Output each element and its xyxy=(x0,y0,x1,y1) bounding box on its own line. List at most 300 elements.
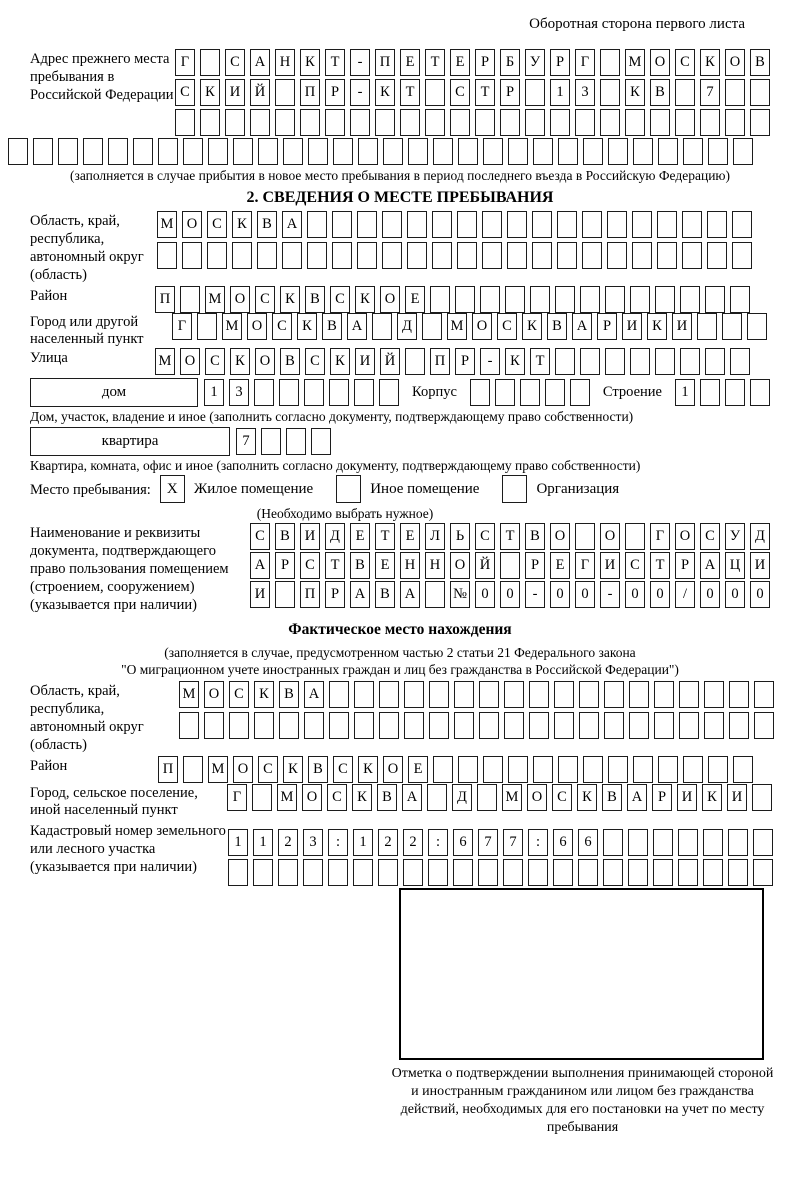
char-box[interactable]: Й xyxy=(380,348,400,375)
char-box[interactable] xyxy=(533,756,553,783)
stay-option-other-checkbox[interactable] xyxy=(336,475,361,503)
char-box[interactable]: П xyxy=(300,581,320,608)
char-box[interactable] xyxy=(382,242,402,269)
char-box[interactable] xyxy=(158,138,178,165)
char-box[interactable]: С xyxy=(497,313,517,340)
char-box[interactable] xyxy=(732,211,752,238)
char-box[interactable] xyxy=(478,859,498,886)
char-box[interactable]: В xyxy=(275,523,295,550)
char-box[interactable] xyxy=(629,712,649,739)
char-box[interactable] xyxy=(625,109,645,136)
char-box[interactable] xyxy=(275,581,295,608)
char-box[interactable] xyxy=(525,79,545,106)
char-box[interactable] xyxy=(425,581,445,608)
char-box[interactable]: 7 xyxy=(503,829,523,856)
char-box[interactable] xyxy=(705,348,725,375)
char-box[interactable]: К xyxy=(280,286,300,313)
char-box[interactable]: П xyxy=(155,286,175,313)
char-box[interactable]: В xyxy=(257,211,277,238)
char-box[interactable] xyxy=(455,286,475,313)
char-box[interactable] xyxy=(657,211,677,238)
char-box[interactable] xyxy=(475,109,495,136)
char-box[interactable] xyxy=(655,348,675,375)
char-box[interactable] xyxy=(372,313,392,340)
char-box[interactable] xyxy=(725,79,745,106)
char-box[interactable]: - xyxy=(525,581,545,608)
char-box[interactable]: Р xyxy=(325,79,345,106)
char-box[interactable]: Н xyxy=(400,552,420,579)
char-box[interactable] xyxy=(728,859,748,886)
char-box[interactable]: С xyxy=(475,523,495,550)
char-box[interactable] xyxy=(533,138,553,165)
char-box[interactable]: С xyxy=(327,784,347,811)
char-box[interactable] xyxy=(583,756,603,783)
char-box[interactable] xyxy=(703,859,723,886)
char-box[interactable]: Д xyxy=(452,784,472,811)
char-box[interactable]: Т xyxy=(375,523,395,550)
char-box[interactable] xyxy=(477,784,497,811)
char-box[interactable] xyxy=(480,286,500,313)
char-box[interactable] xyxy=(654,712,674,739)
char-box[interactable] xyxy=(208,138,228,165)
char-box[interactable]: К xyxy=(505,348,525,375)
char-box[interactable] xyxy=(508,756,528,783)
char-box[interactable] xyxy=(633,138,653,165)
char-box[interactable] xyxy=(557,242,577,269)
char-box[interactable] xyxy=(679,681,699,708)
char-box[interactable]: К xyxy=(577,784,597,811)
char-box[interactable]: В xyxy=(547,313,567,340)
char-box[interactable]: Г xyxy=(650,523,670,550)
char-box[interactable]: В xyxy=(308,756,328,783)
char-box[interactable]: 1 xyxy=(550,79,570,106)
char-box[interactable] xyxy=(705,286,725,313)
char-box[interactable]: 7 xyxy=(700,79,720,106)
char-box[interactable] xyxy=(482,242,502,269)
char-box[interactable] xyxy=(157,242,177,269)
char-box[interactable]: И xyxy=(355,348,375,375)
char-box[interactable] xyxy=(354,681,374,708)
char-box[interactable] xyxy=(555,348,575,375)
char-box[interactable] xyxy=(407,211,427,238)
char-box[interactable]: Г xyxy=(575,552,595,579)
char-box[interactable]: И xyxy=(677,784,697,811)
char-box[interactable] xyxy=(528,859,548,886)
char-box[interactable]: 2 xyxy=(403,829,423,856)
char-box[interactable] xyxy=(225,109,245,136)
char-box[interactable] xyxy=(425,109,445,136)
char-box[interactable]: Д xyxy=(750,523,770,550)
char-box[interactable]: Е xyxy=(400,523,420,550)
char-box[interactable]: П xyxy=(430,348,450,375)
char-box[interactable]: Б xyxy=(500,49,520,76)
char-box[interactable]: В xyxy=(602,784,622,811)
char-box[interactable] xyxy=(704,712,724,739)
char-box[interactable]: С xyxy=(552,784,572,811)
char-box[interactable]: О xyxy=(182,211,202,238)
char-box[interactable]: Д xyxy=(397,313,417,340)
char-box[interactable] xyxy=(358,138,378,165)
char-box[interactable]: - xyxy=(600,581,620,608)
char-box[interactable]: Р xyxy=(675,552,695,579)
char-box[interactable] xyxy=(207,242,227,269)
char-box[interactable]: К xyxy=(297,313,317,340)
char-box[interactable] xyxy=(375,109,395,136)
char-box[interactable] xyxy=(545,379,565,406)
char-box[interactable] xyxy=(633,756,653,783)
char-box[interactable] xyxy=(307,211,327,238)
char-box[interactable]: Г xyxy=(172,313,192,340)
char-box[interactable] xyxy=(427,784,447,811)
char-box[interactable] xyxy=(283,138,303,165)
char-box[interactable] xyxy=(507,211,527,238)
char-box[interactable]: О xyxy=(650,49,670,76)
char-box[interactable] xyxy=(407,242,427,269)
char-box[interactable]: К xyxy=(358,756,378,783)
char-box[interactable]: 6 xyxy=(453,829,473,856)
char-box[interactable]: : xyxy=(428,829,448,856)
char-box[interactable] xyxy=(183,138,203,165)
char-box[interactable] xyxy=(257,242,277,269)
char-box[interactable]: 6 xyxy=(578,829,598,856)
char-box[interactable]: Т xyxy=(530,348,550,375)
char-box[interactable] xyxy=(607,211,627,238)
char-box[interactable]: О xyxy=(204,681,224,708)
char-box[interactable]: В xyxy=(350,552,370,579)
char-box[interactable]: О xyxy=(383,756,403,783)
char-box[interactable] xyxy=(754,681,774,708)
char-box[interactable] xyxy=(675,79,695,106)
char-box[interactable] xyxy=(430,286,450,313)
char-box[interactable] xyxy=(505,286,525,313)
char-box[interactable] xyxy=(750,79,770,106)
char-box[interactable]: М xyxy=(155,348,175,375)
char-box[interactable] xyxy=(600,109,620,136)
char-box[interactable]: О xyxy=(180,348,200,375)
char-box[interactable] xyxy=(750,379,770,406)
char-box[interactable]: О xyxy=(725,49,745,76)
char-box[interactable] xyxy=(525,109,545,136)
char-box[interactable]: Р xyxy=(475,49,495,76)
char-box[interactable]: И xyxy=(622,313,642,340)
char-box[interactable]: Й xyxy=(475,552,495,579)
char-box[interactable] xyxy=(579,681,599,708)
char-box[interactable] xyxy=(554,681,574,708)
char-box[interactable]: П xyxy=(158,756,178,783)
char-box[interactable]: И xyxy=(672,313,692,340)
char-box[interactable] xyxy=(529,712,549,739)
char-box[interactable]: К xyxy=(300,49,320,76)
char-box[interactable]: М xyxy=(502,784,522,811)
char-box[interactable] xyxy=(575,109,595,136)
char-box[interactable] xyxy=(404,681,424,708)
char-box[interactable] xyxy=(752,784,772,811)
char-box[interactable] xyxy=(729,712,749,739)
stay-option-organization-checkbox[interactable] xyxy=(502,475,527,503)
char-box[interactable] xyxy=(555,286,575,313)
char-box[interactable] xyxy=(675,109,695,136)
char-box[interactable]: М xyxy=(277,784,297,811)
char-box[interactable] xyxy=(433,138,453,165)
char-box[interactable]: : xyxy=(528,829,548,856)
char-box[interactable] xyxy=(379,712,399,739)
char-box[interactable] xyxy=(628,829,648,856)
char-box[interactable] xyxy=(630,348,650,375)
char-box[interactable] xyxy=(457,242,477,269)
char-box[interactable] xyxy=(33,138,53,165)
char-box[interactable] xyxy=(708,756,728,783)
char-box[interactable] xyxy=(678,829,698,856)
char-box[interactable]: У xyxy=(725,523,745,550)
char-box[interactable]: Р xyxy=(275,552,295,579)
char-box[interactable] xyxy=(304,712,324,739)
char-box[interactable]: М xyxy=(447,313,467,340)
char-box[interactable] xyxy=(529,681,549,708)
char-box[interactable] xyxy=(332,211,352,238)
char-box[interactable] xyxy=(408,138,428,165)
char-box[interactable]: Р xyxy=(550,49,570,76)
char-box[interactable]: Т xyxy=(475,79,495,106)
char-box[interactable] xyxy=(628,859,648,886)
char-box[interactable] xyxy=(228,859,248,886)
char-box[interactable]: - xyxy=(480,348,500,375)
char-box[interactable] xyxy=(500,109,520,136)
char-box[interactable]: О xyxy=(302,784,322,811)
char-box[interactable]: С xyxy=(330,286,350,313)
char-box[interactable]: А xyxy=(572,313,592,340)
char-box[interactable]: Г xyxy=(175,49,195,76)
char-box[interactable] xyxy=(253,859,273,886)
char-box[interactable] xyxy=(504,712,524,739)
char-box[interactable]: В xyxy=(750,49,770,76)
char-box[interactable] xyxy=(632,211,652,238)
char-box[interactable] xyxy=(600,49,620,76)
char-box[interactable] xyxy=(429,681,449,708)
char-box[interactable]: К xyxy=(330,348,350,375)
char-box[interactable]: С xyxy=(175,79,195,106)
char-box[interactable]: Д xyxy=(325,523,345,550)
char-box[interactable] xyxy=(730,348,750,375)
char-box[interactable] xyxy=(453,859,473,886)
char-box[interactable]: Г xyxy=(575,49,595,76)
char-box[interactable]: И xyxy=(250,581,270,608)
char-box[interactable]: С xyxy=(305,348,325,375)
char-box[interactable] xyxy=(200,49,220,76)
char-box[interactable]: Н xyxy=(275,49,295,76)
char-box[interactable]: С xyxy=(700,523,720,550)
char-box[interactable]: 0 xyxy=(700,581,720,608)
char-box[interactable]: А xyxy=(250,49,270,76)
char-box[interactable]: И xyxy=(600,552,620,579)
char-box[interactable] xyxy=(308,138,328,165)
char-box[interactable] xyxy=(258,138,278,165)
char-box[interactable] xyxy=(175,109,195,136)
char-box[interactable] xyxy=(275,79,295,106)
char-box[interactable]: С xyxy=(207,211,227,238)
char-box[interactable]: Е xyxy=(550,552,570,579)
char-box[interactable] xyxy=(432,211,452,238)
char-box[interactable] xyxy=(625,523,645,550)
char-box[interactable] xyxy=(332,242,352,269)
char-box[interactable]: 2 xyxy=(278,829,298,856)
char-box[interactable] xyxy=(579,712,599,739)
char-box[interactable] xyxy=(575,523,595,550)
char-box[interactable] xyxy=(303,859,323,886)
char-box[interactable]: К xyxy=(232,211,252,238)
char-box[interactable] xyxy=(311,428,331,455)
char-box[interactable] xyxy=(630,286,650,313)
char-box[interactable] xyxy=(307,242,327,269)
char-box[interactable] xyxy=(654,681,674,708)
char-box[interactable]: К xyxy=(647,313,667,340)
char-box[interactable]: О xyxy=(675,523,695,550)
char-box[interactable]: К xyxy=(200,79,220,106)
char-box[interactable]: О xyxy=(233,756,253,783)
char-box[interactable]: Р xyxy=(500,79,520,106)
char-box[interactable] xyxy=(603,859,623,886)
char-box[interactable] xyxy=(405,348,425,375)
char-box[interactable] xyxy=(300,109,320,136)
char-box[interactable] xyxy=(379,379,399,406)
char-box[interactable]: С xyxy=(229,681,249,708)
char-box[interactable]: У xyxy=(525,49,545,76)
char-box[interactable] xyxy=(354,379,374,406)
char-box[interactable]: К xyxy=(230,348,250,375)
char-box[interactable]: И xyxy=(750,552,770,579)
char-box[interactable]: Р xyxy=(525,552,545,579)
char-box[interactable] xyxy=(454,712,474,739)
char-box[interactable] xyxy=(182,242,202,269)
char-box[interactable] xyxy=(483,756,503,783)
char-box[interactable] xyxy=(658,138,678,165)
char-box[interactable]: № xyxy=(450,581,470,608)
char-box[interactable] xyxy=(655,286,675,313)
char-box[interactable] xyxy=(650,109,670,136)
char-box[interactable] xyxy=(454,681,474,708)
char-box[interactable]: С xyxy=(250,523,270,550)
char-box[interactable] xyxy=(558,138,578,165)
char-box[interactable]: Ц xyxy=(725,552,745,579)
char-box[interactable]: 0 xyxy=(575,581,595,608)
char-box[interactable] xyxy=(653,829,673,856)
char-box[interactable] xyxy=(383,138,403,165)
char-box[interactable] xyxy=(400,109,420,136)
char-box[interactable] xyxy=(450,109,470,136)
char-box[interactable]: С xyxy=(333,756,353,783)
char-box[interactable]: Т xyxy=(650,552,670,579)
char-box[interactable] xyxy=(304,379,324,406)
char-box[interactable] xyxy=(458,138,478,165)
char-box[interactable] xyxy=(250,109,270,136)
char-box[interactable] xyxy=(605,348,625,375)
char-box[interactable] xyxy=(279,379,299,406)
char-box[interactable]: Е xyxy=(400,49,420,76)
char-box[interactable] xyxy=(500,552,520,579)
char-box[interactable] xyxy=(683,138,703,165)
char-box[interactable] xyxy=(632,242,652,269)
char-box[interactable] xyxy=(382,211,402,238)
char-box[interactable] xyxy=(733,756,753,783)
char-box[interactable] xyxy=(530,286,550,313)
char-box[interactable] xyxy=(753,829,773,856)
char-box[interactable]: 0 xyxy=(475,581,495,608)
char-box[interactable] xyxy=(747,313,767,340)
char-box[interactable]: 6 xyxy=(553,829,573,856)
char-box[interactable]: 1 xyxy=(353,829,373,856)
char-box[interactable] xyxy=(108,138,128,165)
char-box[interactable] xyxy=(604,681,624,708)
char-box[interactable] xyxy=(729,681,749,708)
char-box[interactable]: В xyxy=(377,784,397,811)
char-box[interactable] xyxy=(282,242,302,269)
char-box[interactable] xyxy=(261,428,281,455)
char-box[interactable] xyxy=(550,109,570,136)
char-box[interactable]: О xyxy=(550,523,570,550)
char-box[interactable]: С xyxy=(205,348,225,375)
char-box[interactable]: 0 xyxy=(725,581,745,608)
char-box[interactable]: К xyxy=(522,313,542,340)
char-box[interactable] xyxy=(707,242,727,269)
char-box[interactable]: : xyxy=(328,829,348,856)
char-box[interactable] xyxy=(657,242,677,269)
char-box[interactable]: 1 xyxy=(253,829,273,856)
char-box[interactable]: 0 xyxy=(625,581,645,608)
char-box[interactable]: С xyxy=(225,49,245,76)
char-box[interactable]: - xyxy=(350,79,370,106)
char-box[interactable] xyxy=(354,712,374,739)
char-box[interactable] xyxy=(329,681,349,708)
char-box[interactable] xyxy=(582,211,602,238)
char-box[interactable]: К xyxy=(702,784,722,811)
char-box[interactable]: - xyxy=(350,49,370,76)
char-box[interactable] xyxy=(479,681,499,708)
char-box[interactable] xyxy=(532,211,552,238)
char-box[interactable] xyxy=(350,109,370,136)
char-box[interactable]: 2 xyxy=(378,829,398,856)
char-box[interactable] xyxy=(275,109,295,136)
char-box[interactable] xyxy=(658,756,678,783)
char-box[interactable]: В xyxy=(280,348,300,375)
char-box[interactable] xyxy=(432,242,452,269)
char-box[interactable] xyxy=(608,138,628,165)
char-box[interactable]: В xyxy=(375,581,395,608)
char-box[interactable]: А xyxy=(282,211,302,238)
char-box[interactable]: 0 xyxy=(650,581,670,608)
char-box[interactable]: О xyxy=(450,552,470,579)
char-box[interactable]: К xyxy=(625,79,645,106)
char-box[interactable] xyxy=(433,756,453,783)
char-box[interactable]: 3 xyxy=(303,829,323,856)
char-box[interactable]: 0 xyxy=(750,581,770,608)
char-box[interactable] xyxy=(200,109,220,136)
char-box[interactable] xyxy=(252,784,272,811)
char-box[interactable]: А xyxy=(627,784,647,811)
char-box[interactable] xyxy=(58,138,78,165)
char-box[interactable] xyxy=(204,712,224,739)
char-box[interactable]: С xyxy=(675,49,695,76)
char-box[interactable]: К xyxy=(700,49,720,76)
char-box[interactable] xyxy=(578,859,598,886)
char-box[interactable]: О xyxy=(527,784,547,811)
char-box[interactable]: В xyxy=(279,681,299,708)
char-box[interactable] xyxy=(229,712,249,739)
char-box[interactable] xyxy=(458,756,478,783)
char-box[interactable]: Е xyxy=(405,286,425,313)
char-box[interactable] xyxy=(333,138,353,165)
char-box[interactable]: Т xyxy=(500,523,520,550)
char-box[interactable] xyxy=(483,138,503,165)
char-box[interactable] xyxy=(600,79,620,106)
